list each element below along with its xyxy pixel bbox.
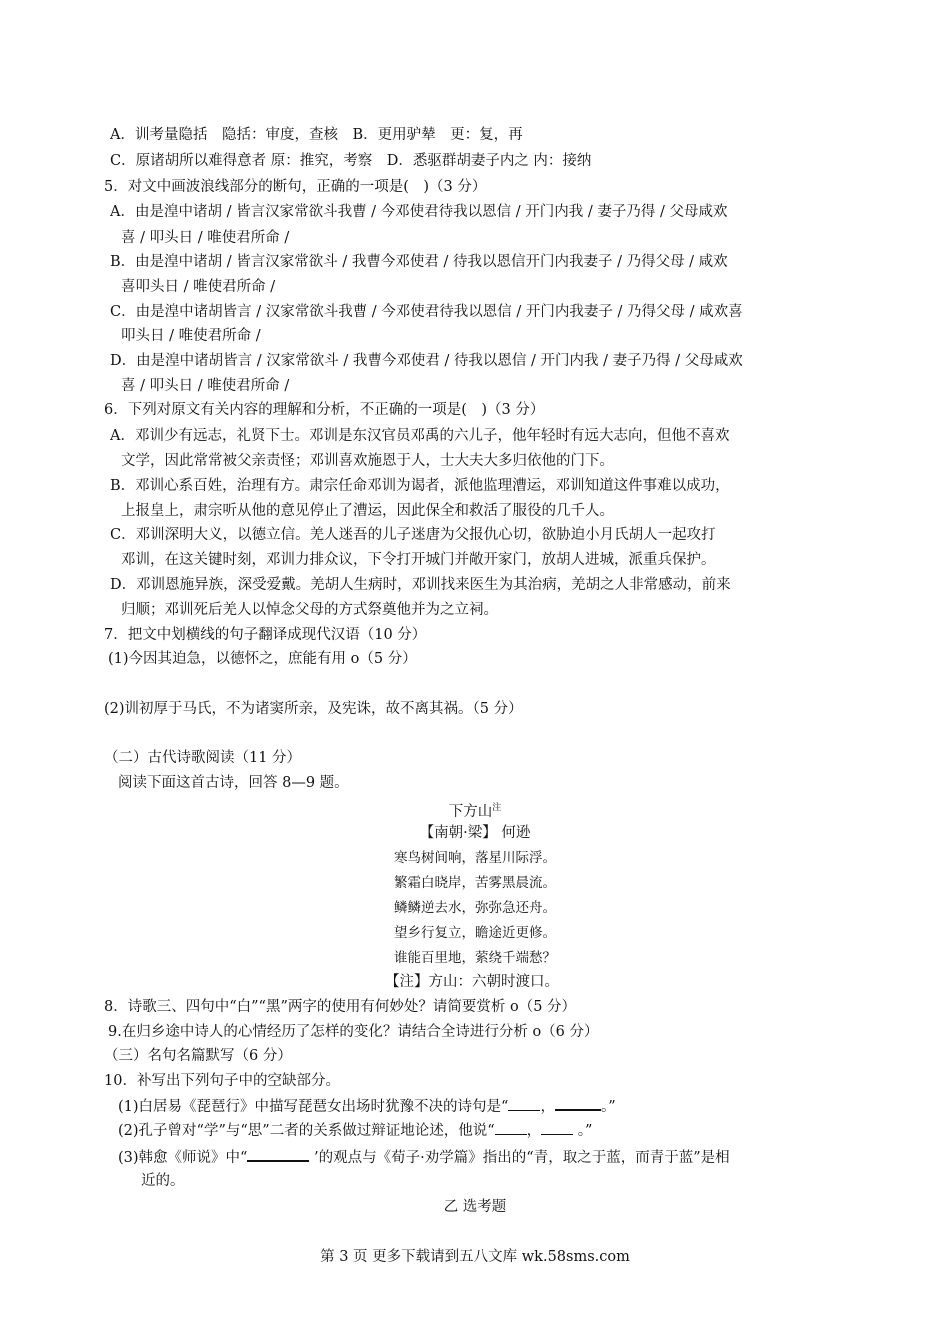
q6-option-a: A．邓训少有远志，礼贤下士。邓训是东汉官员邓禹的六儿子，他年轻时有远大志向，但他不喜欢 xyxy=(110,428,730,444)
q5-stem: 5．对文中画波浪线部分的断句，正确的一项是( )（3 分） xyxy=(104,179,487,195)
poem-title: 下方山$^注$ xyxy=(448,803,502,820)
q6-option-c-cont: 邓训，在这关键时刻，邓训力排众议，下令打开城门并敞开家门，放胡人进城，派重兵保护。 xyxy=(121,552,716,568)
q10-item-3: (3)韩愈《师说》中“ ’的观点与《荀子·劝学篇》指出的“青，取之于蓝，而青于蓝”是相 xyxy=(118,1146,730,1168)
poem-author: 【南朝·梁】 何逊 xyxy=(419,825,531,841)
q4-options-line1: A．训考量隐括 隐括：审度，查核 B．更用驴辇 更：复，再 xyxy=(110,127,523,143)
q5-option-b-cont: 喜叩头日 / 唯使君所命 / xyxy=(121,279,276,295)
q5-option-d-cont: 喜 / 叩头日 / 唯使君所命 / xyxy=(121,378,290,394)
q5-option-c-cont: 叩头日 / 唯使君所命 / xyxy=(121,328,261,344)
q10-item-2: (2)孔子曾对“学”与“思”二者的关系做过辩证地论述，他说“ ， 。” xyxy=(118,1120,592,1141)
poem-line-1: 寒鸟树间响，落星川际浮。 xyxy=(394,850,556,866)
q5-option-c: C．由是湟中诸胡皆言 / 汉家常欲斗我曹 / 今邓使君待我以恩信 / 开门内我妻子 / 乃得父母 / 咸欢喜 xyxy=(110,304,743,320)
q6-option-d: D．邓训恩施异族，深受爱戴。羌胡人生病时，邓训找来医生为其治病，羌胡之人非常感动，前来 xyxy=(110,577,731,593)
q6-stem: 6．下列对原文有关内容的理解和分析，不正确的一项是( )（3 分） xyxy=(104,402,545,418)
q5-option-a: A．由是湟中诸胡 / 皆言汉家常欲斗我曹 / 今邓使君待我以恩信 / 开门内我 / 妻子乃得 / 父母咸欢 xyxy=(110,204,728,220)
blank-2b[interactable] xyxy=(541,1120,573,1135)
q6-option-d-cont: 归顺；邓训死后羌人以悼念父母的方式祭奠他并为之立祠。 xyxy=(121,602,498,618)
poem-line-2: 繁霜白晓岸，苦雾黑晨流。 xyxy=(394,875,556,891)
poem-line-4: 望乡行复立，瞻途近更修。 xyxy=(394,925,556,941)
q8: 8．诗歌三、四句中“白”“黑”两字的使用有何妙处？请简要赏析 o（5 分） xyxy=(104,999,577,1015)
q7-sentence-1: (1)今因其迫急，以德怀之，庶能有用 o（5 分） xyxy=(108,651,417,667)
q7-stem: 7．把文中划横线的句子翻译成现代汉语（10 分） xyxy=(104,627,427,643)
poem-note-mark: 注 xyxy=(492,803,502,813)
q4-options-line2: C．原诸胡所以难得意者 原：推究，考察 D．悉驱群胡妻子内之 内：接纳 xyxy=(110,153,592,169)
q5-option-d: D．由是湟中诸胡皆言 / 汉家常欲斗 / 我曹今邓使君 / 待我以恩信 / 开门内我 / 妻子乃得 / 父母咸欢 xyxy=(110,353,743,369)
q10-item-1: (1)白居易《琵琶行》中描写琵琶女出场时犹豫不决的诗句是“ ， 。” xyxy=(118,1095,616,1117)
blank-2a[interactable] xyxy=(495,1120,527,1135)
blank-3[interactable] xyxy=(247,1146,309,1162)
section3-heading: （三）名句名篇默写（6 分） xyxy=(104,1048,292,1064)
page-footer: 第 3 页 更多下载请到五八文库 wk.58sms.com xyxy=(320,1249,630,1265)
poem-footnote: 【注】方山：六朝时渡口。 xyxy=(385,974,559,990)
blank-1a[interactable] xyxy=(508,1096,540,1111)
q5-option-b: B．由是湟中诸胡 / 皆言汉家常欲斗 / 我曹今邓使君 / 待我以恩信开门内我妻子 / 乃得父母 / 咸欢 xyxy=(110,254,728,270)
q9: 9.在归乡途中诗人的心情经历了怎样的变化？请结合全诗进行分析 o（6 分） xyxy=(108,1024,599,1040)
q6-option-b: B．邓训心系百姓，治理有方。肃宗任命邓训为谒者，派他监理漕运，邓训知道这件事难以成功， xyxy=(110,478,730,494)
elective-heading: 乙 选考题 xyxy=(443,1199,507,1215)
q6-option-a-cont: 文学，因此常常被父亲责怪；邓训喜欢施恩于人，士大夫大多归依他的门下。 xyxy=(121,453,614,469)
section2-intro: 阅读下面这首古诗，回答 8—9 题。 xyxy=(118,775,349,791)
q10-item-3-cont: 近的。 xyxy=(141,1173,185,1189)
poem-line-3: 鳞鳞逆去水，弥弥急还舟。 xyxy=(394,900,556,916)
q6-option-c: C．邓训深明大义，以德立信。羌人迷吾的儿子迷唐为父报仇心切，欲胁迫小月氏胡人一起攻打 xyxy=(110,527,716,543)
q5-option-a-cont: 喜 / 叩头日 / 唯使君所命 / xyxy=(121,230,290,246)
section2-heading: （二）古代诗歌阅读（11 分） xyxy=(104,750,302,766)
q7-sentence-2: (2)训初厚于马氏，不为诸窦所亲，及宪诛，故不离其祸。（5 分） xyxy=(104,701,523,717)
blank-1b[interactable] xyxy=(555,1095,601,1111)
q10-stem: 10．补写出下列句子中的空缺部分。 xyxy=(104,1073,340,1089)
q6-option-b-cont: 上报皇上，肃宗听从他的意见停止了漕运，因此保全和救活了服役的几千人。 xyxy=(121,503,614,519)
poem-line-5: 谁能百里地，萦绕千端愁？ xyxy=(394,950,556,966)
